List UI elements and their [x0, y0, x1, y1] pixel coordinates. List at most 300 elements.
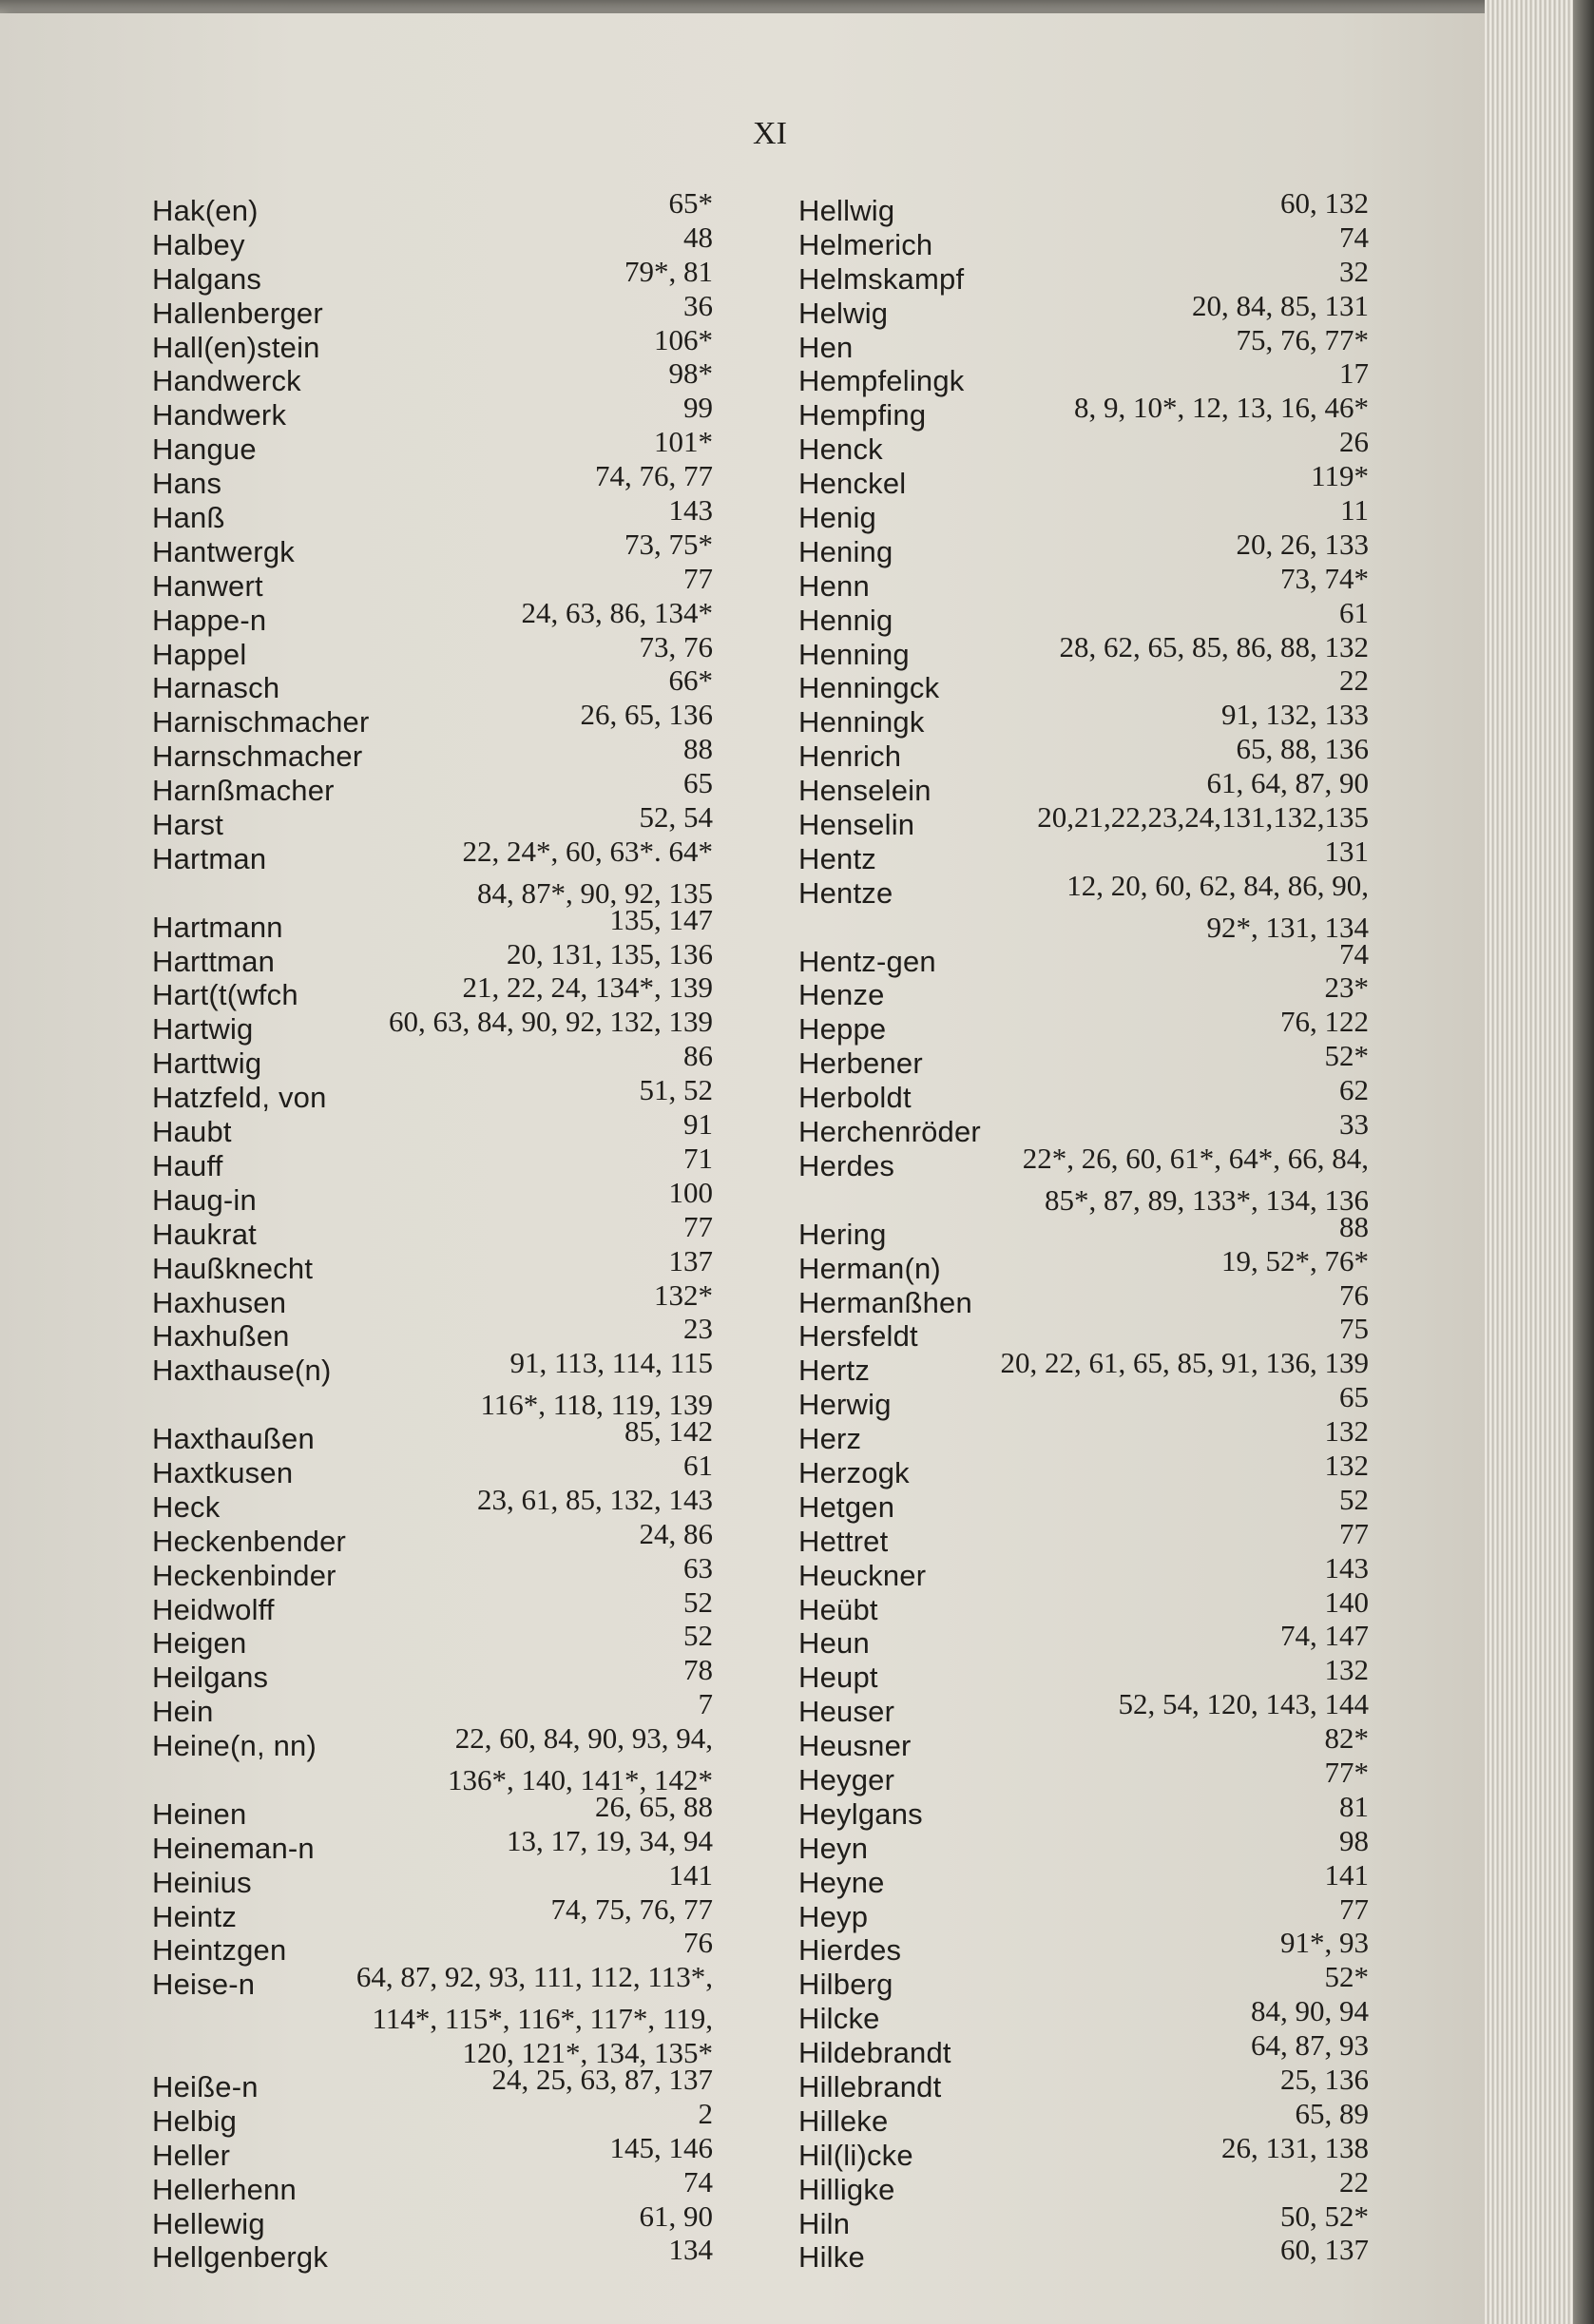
index-entry-line — [152, 1482, 713, 1525]
index-page-refs: 141 — [1324, 1857, 1369, 1892]
index-entry — [152, 2233, 713, 2275]
index-page-refs: 20, 84, 85, 131 — [1192, 288, 1369, 322]
index-page-refs: 91 — [683, 1107, 713, 1142]
index-page-refs: 36 — [683, 288, 713, 322]
index-page-refs: 24, 25, 63, 87, 137 — [491, 2062, 713, 2096]
index-entry-line — [798, 322, 1369, 365]
index-entry-line — [798, 1926, 1369, 1968]
index-entry — [152, 288, 713, 331]
index-entry — [152, 1721, 713, 1797]
index-term: Hangue — [152, 432, 257, 467]
index-term: Herman(n) — [798, 1251, 941, 1285]
index-term: Haxhusen — [152, 1285, 287, 1319]
index-term: Haußknecht — [152, 1251, 314, 1285]
index-page-refs: 19, 52*, 76* — [1221, 1243, 1369, 1277]
index-entry — [798, 1619, 1369, 1661]
index-term: Handwerk — [152, 398, 287, 432]
index-entry-line — [798, 1721, 1369, 1763]
index-term: Helwig — [798, 296, 889, 330]
index-page-refs: 77* — [1324, 1755, 1369, 1789]
index-term: Hertz — [798, 1354, 871, 1388]
index-entry-line — [152, 1346, 713, 1388]
index-page-refs: 140 — [1324, 1585, 1369, 1619]
index-page-refs: 52, 54 — [639, 800, 713, 835]
index-term: Heller — [152, 2138, 231, 2172]
index-page-refs: 24, 63, 86, 134* — [521, 595, 713, 629]
index-page-refs: 22, 60, 84, 90, 93, 94, — [454, 1721, 713, 1756]
index-term: Heidwolff — [152, 1592, 275, 1626]
index-term: Halgans — [152, 261, 262, 296]
index-page-refs: 12, 20, 60, 62, 84, 86, 90, — [1066, 868, 1369, 902]
index-term: Herdes — [798, 1148, 895, 1182]
index-term: Heun — [798, 1626, 870, 1661]
index-term: Harnßmacher — [152, 774, 335, 808]
index-entry — [798, 1857, 1369, 1900]
index-page-refs: 20, 22, 61, 65, 85, 91, 136, 139 — [1000, 1346, 1369, 1380]
index-entry — [798, 800, 1369, 842]
index-entry — [152, 1039, 713, 1081]
index-term: Happe-n — [152, 603, 267, 637]
index-page-refs: 98 — [1339, 1823, 1369, 1857]
index-page-refs: 23, 61, 85, 132, 143 — [477, 1482, 713, 1516]
index-entry-line — [152, 288, 713, 331]
index-entry-line — [152, 2199, 713, 2241]
index-term: Haxthaußen — [152, 1422, 315, 1456]
index-page-refs: 63 — [683, 1550, 713, 1585]
index-entry-line — [798, 2062, 1369, 2104]
index-entry-line — [798, 800, 1369, 842]
index-page-refs: 22*, 26, 60, 61*, 64*, 66, 84, — [1022, 1141, 1369, 1175]
index-entry — [798, 2233, 1369, 2275]
index-term: Hilberg — [798, 1968, 893, 2002]
index-entry-line — [152, 2164, 713, 2207]
index-entry — [798, 459, 1369, 501]
index-entry-line — [798, 2233, 1369, 2275]
index-term: Hantwergk — [152, 534, 295, 568]
index-page-refs: 52* — [1324, 1960, 1369, 1994]
index-entry — [798, 1516, 1369, 1559]
index-page-refs: 85, 142 — [624, 1414, 713, 1449]
index-term: Henze — [798, 978, 885, 1012]
index-entry-line — [798, 2130, 1369, 2173]
index-entry-line — [798, 391, 1369, 432]
index-term: Herchenröder — [798, 1115, 981, 1149]
index-term: Handwerck — [152, 364, 301, 398]
index-term: Hillebrandt — [798, 2069, 942, 2103]
index-term: Hak(en) — [152, 194, 259, 227]
index-entry — [798, 1721, 1369, 1763]
index-term: Heigen — [152, 1626, 247, 1661]
index-entry-line — [798, 868, 1369, 911]
index-page-refs: 32 — [1339, 254, 1369, 288]
index-page-refs: 23* — [1324, 970, 1369, 1005]
index-entry — [798, 186, 1369, 228]
index-term: Heppe — [798, 1012, 887, 1047]
index-entry-line — [798, 629, 1369, 672]
index-term: Hening — [798, 534, 893, 568]
index-term: Herz — [798, 1422, 862, 1456]
index-page-refs: 52 — [1339, 1482, 1369, 1516]
index-page-refs: 20, 26, 133 — [1236, 527, 1369, 561]
index-page-refs: 26, 65, 88 — [595, 1789, 713, 1823]
index-page-refs: 24, 86 — [639, 1516, 713, 1550]
index-entry — [798, 1789, 1369, 1832]
index-entry — [798, 1380, 1369, 1422]
index-term: Hentze — [798, 875, 893, 910]
index-term: Hart(t(wfch — [152, 978, 298, 1012]
index-entry-line — [152, 1039, 713, 1081]
index-page-refs: 77 — [1339, 1516, 1369, 1550]
index-page-refs: 135, 147 — [609, 902, 713, 936]
index-term: Heuser — [798, 1695, 895, 1729]
index-entry-line — [152, 834, 713, 876]
index-entry-line — [152, 391, 713, 432]
index-entry — [152, 1175, 713, 1218]
index-term: Hartman — [152, 841, 267, 875]
index-page-refs: 82* — [1324, 1721, 1369, 1756]
index-term: Haxthause(n) — [152, 1354, 332, 1388]
index-page-refs: 98* — [668, 356, 713, 391]
index-term: Hempfing — [798, 398, 927, 432]
index-entry-line — [798, 1448, 1369, 1490]
index-term: Heintz — [152, 1899, 238, 1933]
index-term: Hiln — [798, 2206, 851, 2240]
index-entry — [798, 1687, 1369, 1729]
index-term: Hersfeldt — [798, 1319, 918, 1354]
index-entry — [152, 1107, 713, 1149]
index-term: Hellewig — [152, 2206, 265, 2240]
index-page-refs-continued: 92*, 131, 134 — [1206, 910, 1369, 944]
index-term: Heiße-n — [152, 2069, 259, 2103]
index-page-refs: 77 — [683, 1209, 713, 1243]
index-page-refs: 52* — [1324, 1039, 1369, 1073]
index-entry — [152, 1550, 713, 1593]
index-term: Heine(n, nn) — [152, 1729, 317, 1763]
index-entry-line — [152, 1585, 713, 1627]
index-page-refs: 76, 122 — [1280, 1005, 1369, 1039]
index-term: Haug-in — [152, 1182, 257, 1217]
index-page-refs: 131 — [1324, 834, 1369, 868]
index-page-refs: 61 — [683, 1448, 713, 1482]
index-entry — [152, 698, 713, 739]
index-entry — [798, 1448, 1369, 1490]
index-entry-line — [798, 425, 1369, 467]
index-entry-line — [152, 1653, 713, 1695]
index-term: Heck — [152, 1489, 221, 1524]
index-page-refs-continued: 136*, 140, 141*, 142* — [448, 1762, 713, 1796]
index-page-refs: 91, 113, 114, 115 — [509, 1346, 713, 1380]
index-term: Henning — [798, 637, 910, 671]
index-term: Heuckner — [798, 1558, 927, 1592]
index-term: Hentz — [798, 841, 876, 875]
index-entry-line — [152, 2130, 713, 2173]
index-entry-line — [152, 766, 713, 808]
index-entry — [798, 220, 1369, 262]
index-entry-line — [152, 1550, 713, 1593]
index-term: Hilke — [798, 2240, 865, 2275]
index-entry-line — [152, 527, 713, 569]
index-page-refs: 22 — [1339, 663, 1369, 698]
index-entry-line — [798, 1414, 1369, 1456]
index-entry — [798, 629, 1369, 672]
index-page-refs: 61 — [1339, 595, 1369, 629]
index-entry — [152, 629, 713, 672]
index-term: Harnschmacher — [152, 739, 363, 774]
index-page-refs: 137 — [668, 1243, 713, 1277]
index-entry — [152, 1585, 713, 1627]
index-entry-line — [798, 1141, 1369, 1183]
index-page-refs-continued: 120, 121*, 134, 135* — [462, 2036, 713, 2070]
index-entry-line — [798, 1005, 1369, 1047]
index-entry — [152, 732, 713, 774]
index-page-refs: 88 — [683, 732, 713, 766]
index-term: Hentz-gen — [798, 944, 936, 978]
index-entry-line — [152, 1960, 713, 2002]
index-page-refs: 26, 131, 138 — [1221, 2130, 1369, 2164]
index-term: Hetgen — [798, 1489, 895, 1524]
index-term: Hettret — [798, 1524, 889, 1558]
index-page-refs: 26 — [1339, 425, 1369, 459]
index-page-refs: 61, 90 — [639, 2199, 713, 2233]
index-page-refs: 74, 75, 76, 77 — [550, 1892, 713, 1926]
index-page-refs: 28, 62, 65, 85, 86, 88, 132 — [1059, 629, 1369, 663]
index-term: Heckenbender — [152, 1524, 347, 1558]
index-entry-line — [798, 220, 1369, 262]
index-entry-line — [152, 1892, 713, 1934]
index-page-refs: 132 — [1324, 1653, 1369, 1687]
index-entry — [798, 1141, 1369, 1218]
index-entry — [798, 1039, 1369, 1081]
index-page-refs: 51, 52 — [639, 1073, 713, 1107]
index-page-refs: 77 — [683, 561, 713, 595]
index-entry — [152, 2199, 713, 2241]
index-entry-line — [798, 1550, 1369, 1593]
index-entry-line — [152, 629, 713, 672]
index-entry — [152, 254, 713, 297]
index-term: Henselin — [798, 808, 915, 842]
index-term: Henn — [798, 568, 870, 603]
index-page-refs: 66* — [668, 663, 713, 698]
index-page-refs: 84, 90, 94 — [1251, 1994, 1369, 2028]
index-term: Henrich — [798, 739, 902, 774]
index-entry — [152, 1414, 713, 1456]
index-entry — [798, 2130, 1369, 2173]
index-entry-line — [152, 1277, 713, 1320]
index-term: Heyger — [798, 1762, 895, 1796]
index-page-refs: 20, 131, 135, 136 — [507, 936, 713, 970]
index-entry — [152, 1482, 713, 1525]
index-page-refs: 65 — [683, 766, 713, 800]
index-page-refs: 73, 76 — [639, 629, 713, 663]
index-entry — [798, 1243, 1369, 1286]
index-page-refs: 143 — [668, 493, 713, 528]
index-term: Heylgans — [798, 1796, 923, 1831]
index-term: Hellerhenn — [152, 2172, 297, 2206]
index-entry-line — [798, 1823, 1369, 1866]
index-page-refs: 25, 136 — [1280, 2062, 1369, 2096]
index-entry — [798, 425, 1369, 467]
index-page-refs: 60, 132 — [1280, 186, 1369, 220]
index-entry-line — [798, 1482, 1369, 1525]
index-term: Hartmann — [152, 910, 283, 944]
index-term: Hans — [152, 467, 222, 501]
index-term: Heupt — [798, 1661, 878, 1695]
index-entry-line — [152, 356, 713, 398]
index-entry — [798, 1823, 1369, 1866]
index-term: Heyn — [798, 1831, 869, 1865]
index-term: Hanß — [152, 501, 225, 535]
index-entry-line — [152, 1516, 713, 1559]
index-entry — [798, 1926, 1369, 1968]
index-entry-line — [798, 1243, 1369, 1286]
index-term: Heyne — [798, 1865, 885, 1899]
index-entry — [152, 1346, 713, 1422]
index-entry-line — [152, 322, 713, 365]
index-entry — [152, 1209, 713, 1252]
index-entry — [152, 322, 713, 365]
index-page-refs: 60, 137 — [1280, 2233, 1369, 2267]
index-page-refs: 13, 17, 19, 34, 94 — [507, 1823, 713, 1857]
index-page-refs: 86 — [683, 1039, 713, 1073]
index-term: Harst — [152, 808, 224, 842]
index-page-refs: 143 — [1324, 1550, 1369, 1585]
index-page-refs: 7 — [698, 1687, 713, 1721]
index-page-refs: 61, 64, 87, 90 — [1206, 766, 1369, 800]
index-page-refs: 100 — [668, 1175, 713, 1209]
index-page-refs: 76 — [683, 1926, 713, 1960]
index-entry — [798, 1005, 1369, 1047]
index-entry — [798, 1550, 1369, 1593]
index-entry-line — [798, 561, 1369, 604]
index-term: Happel — [152, 637, 247, 671]
index-entry — [152, 356, 713, 398]
index-page-refs: 81 — [1339, 1789, 1369, 1823]
index-column-right — [798, 186, 1369, 2275]
index-entry-line — [798, 1346, 1369, 1388]
index-term: Herboldt — [798, 1081, 912, 1115]
index-entry-line — [152, 2062, 713, 2104]
index-entry-line — [152, 1107, 713, 1149]
index-entry — [152, 834, 713, 911]
index-page-refs-continued: 114*, 115*, 116*, 117*, 119, — [372, 2002, 713, 2036]
index-entry-line — [798, 1619, 1369, 1661]
index-term: Hallenberger — [152, 296, 323, 330]
index-entry — [798, 391, 1369, 432]
index-entry-line — [798, 459, 1369, 501]
index-term: Hil(li)cke — [798, 2138, 913, 2172]
index-entry — [152, 1243, 713, 1286]
index-entry-line — [798, 1277, 1369, 1320]
index-page-refs: 17 — [1339, 356, 1369, 391]
index-term: Hilcke — [798, 2002, 880, 2036]
index-term: Harnischmacher — [152, 705, 370, 739]
index-entry-line — [152, 254, 713, 297]
index-term: Hanwert — [152, 568, 263, 603]
index-term: Herbener — [798, 1047, 923, 1081]
index-entry-line — [152, 1073, 713, 1115]
index-entry — [152, 2062, 713, 2104]
index-page-refs: 8, 9, 10*, 12, 13, 16, 46* — [1074, 391, 1369, 425]
index-term: Heusner — [798, 1729, 912, 1763]
index-page-refs: 76 — [1339, 1277, 1369, 1312]
index-term: Heinen — [152, 1796, 247, 1831]
index-page-refs: 74 — [1339, 220, 1369, 254]
index-entry — [798, 868, 1369, 945]
index-term: Hilleke — [798, 2103, 889, 2138]
index-term: Heise-n — [152, 1968, 256, 2002]
page-number: XI — [753, 116, 787, 151]
index-entry — [152, 766, 713, 808]
index-page-refs: 11 — [1340, 493, 1369, 528]
index-entry-line — [152, 1619, 713, 1661]
index-term: Haxtkusen — [152, 1455, 294, 1489]
index-page-refs: 145, 146 — [609, 2130, 713, 2164]
index-page-refs: 21, 22, 24, 134*, 139 — [462, 970, 713, 1005]
book-page-edges — [1485, 0, 1594, 2324]
index-page-refs: 134 — [668, 2233, 713, 2267]
index-page-refs-continued: 84, 87*, 90, 92, 135 — [477, 875, 713, 910]
index-entry-line — [798, 936, 1369, 979]
index-page-refs: 22, 24*, 60, 63*. 64* — [462, 834, 713, 868]
index-term: Heyp — [798, 1899, 869, 1933]
index-entry-line — [152, 1414, 713, 1456]
index-term: Hennig — [798, 603, 893, 637]
index-term: Hellwig — [798, 194, 895, 227]
index-page-refs: 88 — [1339, 1209, 1369, 1243]
index-column-left — [152, 186, 713, 2275]
index-page-refs: 2 — [698, 2096, 713, 2130]
index-page-refs-continued: 116*, 118, 119, 139 — [480, 1388, 713, 1422]
index-term: Heinius — [152, 1865, 252, 1899]
index-page-refs: 65* — [668, 186, 713, 220]
index-page-refs: 22 — [1339, 2164, 1369, 2199]
index-page-refs: 74 — [1339, 936, 1369, 970]
index-page-refs: 119* — [1311, 459, 1369, 493]
index-entry — [798, 561, 1369, 604]
index-term: Heübt — [798, 1592, 878, 1626]
index-entry-line — [152, 1823, 713, 1866]
index-term: Heineman-n — [152, 1831, 315, 1865]
index-entry — [798, 1346, 1369, 1388]
index-term: Henck — [798, 432, 883, 467]
index-entry — [152, 1960, 713, 2070]
index-entry-line — [152, 459, 713, 501]
index-entry — [152, 1516, 713, 1559]
index-entry-line — [152, 186, 713, 228]
index-entry-line — [152, 1721, 713, 1763]
index-entry — [152, 1073, 713, 1115]
index-entry-line — [798, 1380, 1369, 1422]
index-term: Henselein — [798, 774, 931, 808]
index-entry-line — [798, 1687, 1369, 1729]
index-page-refs: 23 — [683, 1312, 713, 1346]
index-term: Henningck — [798, 671, 940, 705]
index-page-refs: 65, 89 — [1295, 2096, 1369, 2130]
index-entry — [152, 527, 713, 569]
index-entry-line — [798, 1857, 1369, 1900]
index-page-refs: 74 — [683, 2164, 713, 2199]
index-term: Hildebrandt — [798, 2036, 951, 2070]
index-term: Haukrat — [152, 1217, 257, 1251]
index-entry — [152, 595, 713, 638]
index-entry — [152, 459, 713, 501]
index-term: Hempfelingk — [798, 364, 965, 398]
index-term: Hartwig — [152, 1012, 254, 1047]
index-term: Haubt — [152, 1115, 232, 1149]
index-page-refs: 106* — [654, 322, 713, 356]
index-term: Harttwig — [152, 1047, 262, 1081]
index-entry — [152, 1277, 713, 1320]
